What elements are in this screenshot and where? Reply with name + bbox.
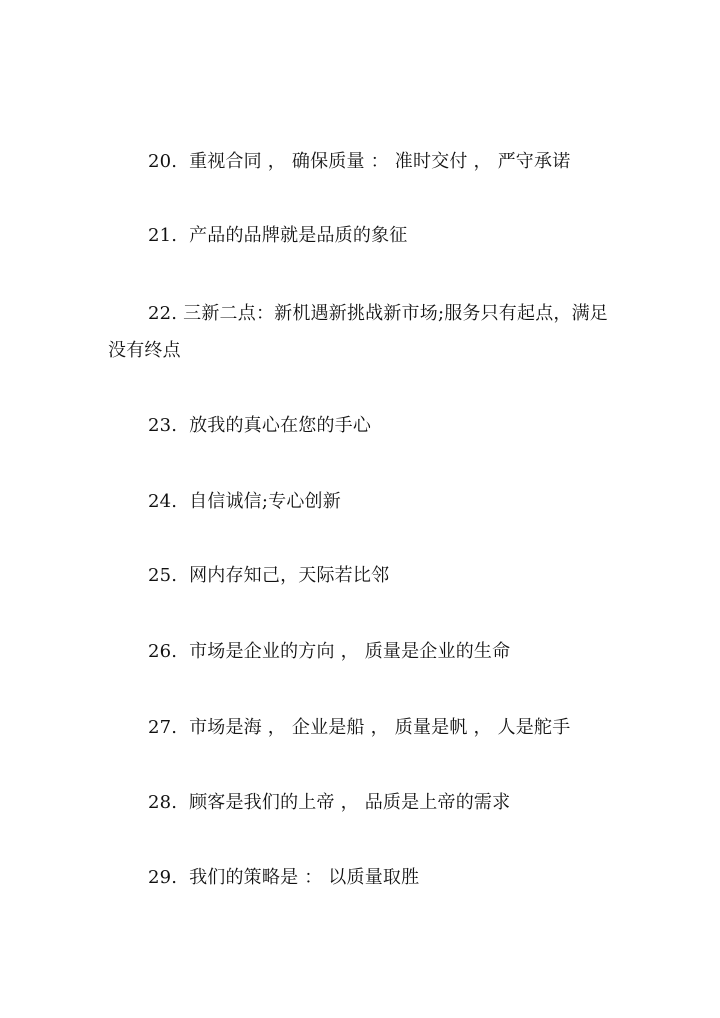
slogan-item-20: 20. 重视合同 ， 确保质量 ： 准时交付 ， 严守承诺 bbox=[148, 151, 571, 172]
slogan-item-27: 27. 市场是海 ， 企业是船 ， 质量是帆 ， 人是舵手 bbox=[148, 717, 571, 738]
slogan-item-22: 22. 三新二点：新机遇新挑战新市场;服务只有起点，满足没有终点 bbox=[108, 303, 609, 361]
slogan-item-28: 28. 顾客是我们的上帝 ， 品质是上帝的需求 bbox=[148, 792, 511, 813]
slogan-item-29: 29. 我们的策略是 ： 以质量取胜 bbox=[148, 867, 420, 888]
slogan-item-26: 26. 市场是企业的方向 ， 质量是企业的生命 bbox=[148, 641, 511, 662]
slogan-item-24: 24. 自信诚信;专心创新 bbox=[148, 491, 341, 512]
slogan-item-23: 23. 放我的真心在您的手心 bbox=[148, 415, 372, 436]
slogan-item-21: 21. 产品的品牌就是品质的象征 bbox=[148, 225, 408, 246]
slogan-item-25: 25. 网内存知己，天际若比邻 bbox=[148, 565, 390, 586]
